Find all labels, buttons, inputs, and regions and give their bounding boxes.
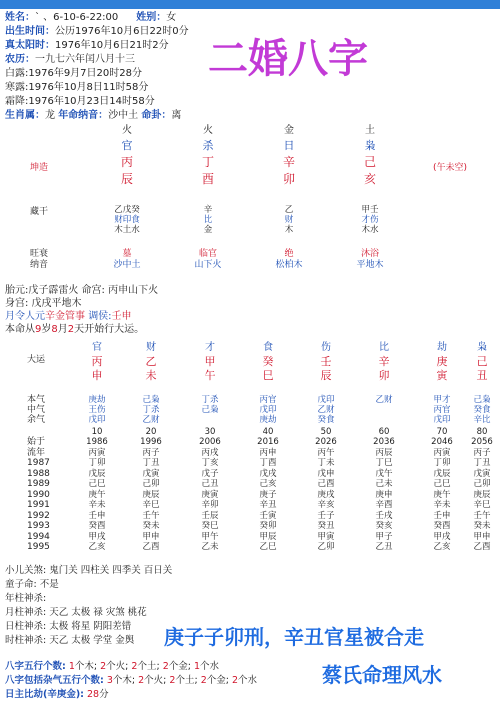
pillar-wangshuai: 临官 (198, 249, 218, 259)
liunian-year: 壬申 (433, 510, 451, 521)
dayun-gan: 己 (476, 355, 488, 368)
dayun-zhi: 卯 (378, 369, 390, 382)
dayun-benqi: 己枭 (473, 395, 491, 405)
liunian-year: 癸酉 (88, 521, 106, 531)
solar-row: 真太阳时：1976年10月6日21时2分 (5, 40, 169, 51)
liunian-year: 癸巳 (201, 521, 219, 531)
liunian-year: 戊午 (375, 468, 393, 479)
liunian-year: 辛酉 (375, 500, 393, 510)
count-unit: 个水 (200, 661, 220, 672)
dayun-zhi: 午 (204, 369, 216, 382)
liunian-year: 癸丑 (317, 521, 335, 531)
year-label: 1989 (27, 479, 50, 489)
dayun-benqi: 己枭 (142, 395, 160, 405)
pillar-canggan: 财 (284, 215, 294, 225)
pillar-canggan: 辛 (203, 205, 213, 215)
count-number: 2 (162, 661, 169, 672)
hanlu-row: 寒露:1976年10月8日11时58分 (5, 82, 149, 93)
dayun-shishen: 枭 (477, 342, 487, 353)
birth-row: 出生时间：公历1976年10月6日22时0分 (5, 26, 189, 37)
liunian-year: 辛巳 (473, 500, 491, 510)
dayun-shishen: 劫 (437, 342, 447, 353)
segment: 8 (51, 324, 58, 335)
qiankun-label: 坤造 (30, 163, 49, 173)
liunian-year: 丁亥 (201, 458, 219, 468)
segment: 9 (35, 324, 42, 335)
dayun-benqi: 戊印 (317, 395, 335, 405)
pillar-zhi: 辰 (120, 172, 134, 186)
segment: 月令人元 (5, 311, 45, 322)
liunian-year: 丙午 (317, 447, 335, 458)
canggan-label: 藏干 (30, 207, 49, 217)
rizhu-row: 日柱神杀: 太极 将星 阴阳差错 (5, 621, 132, 632)
page-title: 二婚八字 (208, 36, 368, 82)
liunian-year: 乙酉 (142, 542, 160, 552)
dayun-benqi: 乙财 (142, 415, 160, 425)
pillar-zhi: 亥 (363, 172, 377, 186)
count-unit: 个木; (112, 675, 136, 686)
segment: 离 (171, 110, 182, 121)
liunian-year: 辛未 (433, 500, 451, 510)
pillar-wangshuai: 墓 (122, 249, 132, 259)
pillar-canggan: 木水 (361, 225, 379, 235)
pillar-canggan: 才伤 (361, 215, 379, 225)
dayun-zhi: 寅 (436, 369, 448, 382)
liunian-year: 己亥 (259, 479, 277, 489)
count-label: 八字包括杂气五行个数: (5, 675, 104, 686)
segment: 天开始行大运。 (74, 324, 145, 335)
pillar-nayin: 沙中土 (113, 260, 141, 270)
dayun-gan: 辛 (378, 355, 390, 368)
dayun-label: 大运 (27, 355, 46, 365)
shuangjiang-row: 霜降:1976年10月23日14时58分 (5, 96, 155, 107)
liunian-year: 丙子 (142, 447, 160, 458)
benqi-label: 余气 (27, 415, 46, 425)
segment: 岁 (41, 324, 52, 335)
dayun-benqi: 丁杀 (201, 395, 219, 405)
liunian-year: 戊寅 (473, 468, 491, 479)
liunian-year: 癸未 (142, 521, 160, 531)
tongzi-row: 童子命: 不是 (5, 579, 59, 590)
dayun-start: 2026 (315, 437, 337, 447)
dayun-shishen: 才 (205, 342, 215, 353)
dayun-benqi: 甲才 (433, 395, 451, 405)
segment: 生肖属： (5, 110, 45, 121)
top-bar (0, 0, 500, 9)
dayun-shishen: 官 (92, 342, 102, 353)
liunian-year: 庚寅 (201, 489, 219, 500)
count-number: 2 (131, 661, 138, 672)
kongwang-label: (午未空) (433, 163, 468, 173)
rizhu-score-row: 日主比劫(辛庚金): 28分 (5, 689, 109, 700)
yuezhu-row: 月柱神杀: 天乙 太极 禄 灾煞 桃花 (5, 607, 147, 618)
liunian-year: 丁卯 (88, 458, 106, 468)
segment: 龙 (45, 110, 59, 121)
pillar-canggan: 金 (203, 225, 213, 235)
dayun-benqi: 丙官 (433, 405, 451, 415)
liunian-year: 己未 (375, 479, 393, 489)
year-label: 1992 (27, 510, 50, 521)
liunian-year: 壬辰 (201, 510, 219, 521)
dayun-start: 2056 (471, 437, 493, 447)
pillar-zhi: 酉 (201, 172, 215, 186)
pillar-wuxing: 土 (365, 125, 375, 136)
liunian-year: 辛亥 (317, 500, 335, 510)
segment: 命卦： (141, 110, 172, 121)
dayun-benqi: 丙官 (259, 395, 277, 405)
liunian-year: 乙酉 (473, 542, 491, 552)
pillar-nayin: 平地木 (356, 260, 384, 270)
pillar-canggan: 财印食 (114, 215, 140, 225)
dayun-gan: 甲 (204, 355, 216, 368)
dayun-zhi: 辰 (320, 369, 332, 382)
dayun-benqi: 戊印 (259, 405, 277, 415)
qiyun-row (5, 324, 144, 336)
liunian-year: 乙亥 (88, 542, 106, 552)
segment: 2 (67, 324, 75, 335)
count-unit: 个土; (137, 661, 160, 672)
liunian-year: 庚辰 (142, 489, 160, 500)
dayun-zhi: 未 (145, 369, 157, 382)
segment: 本命从 (5, 324, 35, 335)
liunian-year: 庚戌 (317, 489, 335, 500)
year-label: 流年 (27, 447, 46, 458)
caption-line-1: 庚子子卯刑，辛丑官星被合走 (164, 625, 424, 649)
dayun-gan: 癸 (262, 355, 274, 368)
taiyuan-row: 胎元:戊子霹雷火 命宫: 丙申山下火 (5, 285, 159, 296)
count-number: 2 (200, 675, 207, 686)
liunian-year: 壬申 (88, 510, 106, 521)
liunian-year: 丁酉 (259, 458, 277, 468)
pillar-gan: 己 (363, 155, 377, 169)
liunian-year: 甲申 (473, 531, 491, 542)
count-number: 2 (169, 675, 176, 686)
year-label: 1993 (27, 521, 50, 531)
liunian-year: 甲辰 (259, 531, 277, 542)
liunian-year: 丁丑 (142, 458, 160, 468)
liunian-year: 庚申 (375, 489, 393, 500)
liunian-year: 乙未 (201, 542, 219, 552)
liunian-year: 壬戌 (375, 510, 393, 521)
liunian-year: 癸未 (473, 521, 491, 531)
dayun-zhi: 丑 (476, 369, 488, 382)
dayun-age: 10 (91, 427, 103, 437)
liunian-year: 乙亥 (433, 542, 451, 552)
name-row: 姓名：` 、6-10-6-22:00 姓别：女 (5, 12, 177, 23)
liunian-year: 甲寅 (317, 531, 335, 542)
liunian-year: 戊子 (201, 468, 219, 479)
pillar-canggan: 乙戊癸 (114, 205, 140, 215)
year-label: 1988 (27, 468, 50, 479)
dayun-zhi: 巳 (262, 369, 274, 382)
liunian-year: 丁卯 (433, 458, 451, 468)
liunian-year: 戊寅 (142, 468, 160, 479)
liunian-year: 壬子 (317, 510, 335, 521)
shizhu-row: 时柱神杀: 天乙 太极 学堂 金舆 (5, 635, 135, 646)
liunian-year: 己丑 (201, 479, 219, 489)
segment: 月 (57, 324, 68, 335)
dayun-zhi: 申 (91, 369, 103, 382)
dayun-gan: 乙 (145, 355, 157, 368)
liunian-year: 壬寅 (259, 510, 277, 521)
pillar-wuxing: 火 (122, 125, 132, 136)
pillar-nayin: 山下火 (194, 260, 222, 270)
dayun-benqi: 戊印 (88, 415, 106, 425)
liunian-year: 丁巳 (375, 458, 393, 468)
liunian-year: 庚午 (433, 489, 451, 500)
dayun-start: 1986 (86, 437, 108, 447)
wuxing-count-row (5, 661, 219, 673)
dayun-benqi: 辛比 (473, 415, 491, 425)
xiaoer-row: 小儿关煞: 鬼门关 四柱关 四季关 百日关 (5, 565, 173, 576)
liunian-year: 癸酉 (433, 521, 451, 531)
pillar-nayin: 松柏木 (275, 260, 303, 270)
shengxiao-row (5, 110, 181, 122)
segment: 调侯: (88, 311, 112, 322)
count-unit: 个火; (144, 675, 167, 686)
liunian-year: 甲子 (375, 531, 393, 542)
pillar-gan: 丁 (201, 155, 215, 169)
pillar-wuxing: 金 (284, 125, 294, 136)
liunian-year: 丙寅 (88, 447, 106, 458)
count-unit: 个金; (168, 661, 191, 672)
liunian-year: 己卯 (473, 479, 491, 489)
pillar-wuxing: 火 (203, 125, 213, 136)
benqi-label: 本气 (27, 395, 46, 405)
canggan-count-row (5, 675, 257, 687)
dayun-benqi: 庚劫 (259, 415, 277, 425)
liunian-year: 丙子 (473, 447, 491, 458)
liunian-year: 庚午 (88, 489, 106, 500)
count-unit: 个木; (74, 661, 98, 672)
dayun-age: 70 (436, 427, 448, 437)
dayun-benqi: 戊印 (433, 415, 451, 425)
liunian-year: 壬午 (142, 510, 160, 521)
liunian-year: 甲戌 (433, 531, 451, 542)
pillar-shishen: 杀 (202, 139, 214, 152)
dayun-gan: 丙 (91, 355, 103, 368)
dayun-start: 2036 (373, 437, 395, 447)
segment: 年命纳音： (58, 110, 109, 121)
dayun-age: 20 (145, 427, 157, 437)
liunian-year: 癸亥 (375, 521, 393, 531)
pillar-gan: 辛 (282, 155, 296, 169)
yueling-row (5, 311, 132, 323)
lunar-row: 农历：一九七六年闰八月十三 (5, 54, 135, 65)
dayun-benqi: 乙财 (317, 405, 335, 415)
segment: 壬申 (111, 311, 132, 322)
pillar-canggan: 木土水 (114, 225, 140, 235)
year-label: 1991 (27, 500, 50, 510)
pillar-canggan: 乙 (284, 205, 294, 215)
count-number: 2 (100, 661, 107, 672)
count-number: 2 (231, 675, 239, 686)
liunian-year: 己酉 (317, 479, 335, 489)
count-unit: 个土; (175, 675, 198, 686)
dayun-benqi: 王伤 (88, 405, 106, 415)
dayun-shishen: 伤 (321, 342, 331, 353)
dayun-shishen: 食 (263, 342, 273, 353)
dayun-age: 80 (476, 427, 488, 437)
segment: 辛金管事 (45, 311, 89, 322)
liunian-year: 丁丑 (473, 458, 491, 468)
count-unit: 个水 (238, 675, 258, 686)
dayun-benqi: 己枭 (201, 405, 219, 415)
year-label: 始于 (27, 437, 46, 447)
dayun-gan: 壬 (320, 355, 332, 368)
shengong-row: 身宫: 戊戌平地木 (5, 298, 82, 309)
year-label: 1987 (27, 458, 50, 468)
liunian-year: 辛丑 (259, 500, 277, 510)
liunian-year: 甲午 (201, 531, 219, 542)
dayun-start: 2006 (199, 437, 221, 447)
dayun-start: 1996 (140, 437, 162, 447)
dayun-age: 40 (262, 427, 274, 437)
liunian-year: 丙辰 (375, 447, 393, 458)
liunian-year: 壬午 (473, 510, 491, 521)
liunian-year: 丁未 (317, 458, 335, 468)
count-unit: 个火; (106, 661, 129, 672)
liunian-year: 戊戌 (259, 468, 277, 479)
dayun-benqi: 癸食 (473, 405, 491, 415)
liunian-year: 乙丑 (375, 542, 393, 552)
liunian-year: 甲申 (142, 531, 160, 542)
pillar-canggan: 甲壬 (361, 205, 379, 215)
liunian-year: 辛卯 (201, 500, 219, 510)
dayun-shishen: 财 (146, 342, 156, 353)
pillar-shishen: 枭 (364, 139, 376, 152)
year-label: 1994 (27, 531, 50, 542)
liunian-year: 庚子 (259, 489, 277, 500)
liunian-year: 己巳 (88, 479, 106, 489)
caption-line-2: 蔡氏命理风水 (322, 663, 442, 687)
year-label: 1990 (27, 489, 50, 500)
liunian-year: 己卯 (142, 479, 160, 489)
liunian-year: 癸卯 (259, 521, 277, 531)
count-unit: 个金; (206, 675, 229, 686)
liunian-year: 丙戌 (201, 447, 219, 458)
liunian-year: 己巳 (433, 479, 451, 489)
count-number: 1 (68, 661, 75, 672)
count-number: 2 (138, 675, 145, 686)
liunian-year: 戊申 (317, 468, 335, 479)
pillar-wangshuai: 绝 (284, 249, 294, 259)
wangshuai-label: 旺衰 (30, 249, 49, 259)
liunian-year: 丙寅 (433, 447, 451, 458)
dayun-start: 2046 (431, 437, 453, 447)
bailu-row: 白露:1976年9月7日20时28分 (5, 68, 142, 79)
liunian-year: 庚辰 (473, 489, 491, 500)
dayun-benqi: 庚劫 (88, 395, 106, 405)
liunian-year: 乙卯 (317, 542, 335, 552)
nianzhu-row: 年柱神杀: (5, 593, 47, 604)
pillar-canggan: 比 (203, 215, 213, 225)
segment: 沙中土 (108, 110, 142, 121)
dayun-start: 2016 (257, 437, 279, 447)
dayun-age: 50 (320, 427, 332, 437)
liunian-year: 戊辰 (88, 468, 106, 479)
count-number: 1 (193, 661, 201, 672)
pillar-shishen: 官 (121, 139, 133, 152)
pillar-shishen: 日 (283, 139, 295, 152)
pillar-gan: 丙 (120, 155, 134, 169)
liunian-year: 戊辰 (433, 468, 451, 479)
pillar-canggan: 木 (284, 225, 294, 235)
dayun-benqi: 癸食 (317, 415, 335, 425)
pillar-zhi: 卯 (282, 172, 296, 186)
benqi-label: 中气 (27, 405, 46, 415)
dayun-age: 60 (378, 427, 390, 437)
dayun-shishen: 比 (379, 342, 389, 353)
dayun-benqi: 乙财 (375, 395, 393, 405)
pillar-wangshuai: 沐浴 (360, 249, 380, 259)
liunian-year: 乙巳 (259, 542, 277, 552)
liunian-year: 丙申 (259, 447, 277, 458)
dayun-age: 30 (204, 427, 216, 437)
nayin-label: 纳音 (30, 260, 49, 270)
liunian-year: 辛未 (88, 500, 106, 510)
liunian-year: 甲戌 (88, 531, 106, 542)
count-number: 3 (106, 675, 113, 686)
liunian-year: 辛巳 (142, 500, 160, 510)
year-label: 1995 (27, 542, 50, 552)
dayun-benqi: 丁杀 (142, 405, 160, 415)
dayun-gan: 庚 (436, 355, 448, 368)
count-label: 八字五行个数: (5, 661, 66, 672)
